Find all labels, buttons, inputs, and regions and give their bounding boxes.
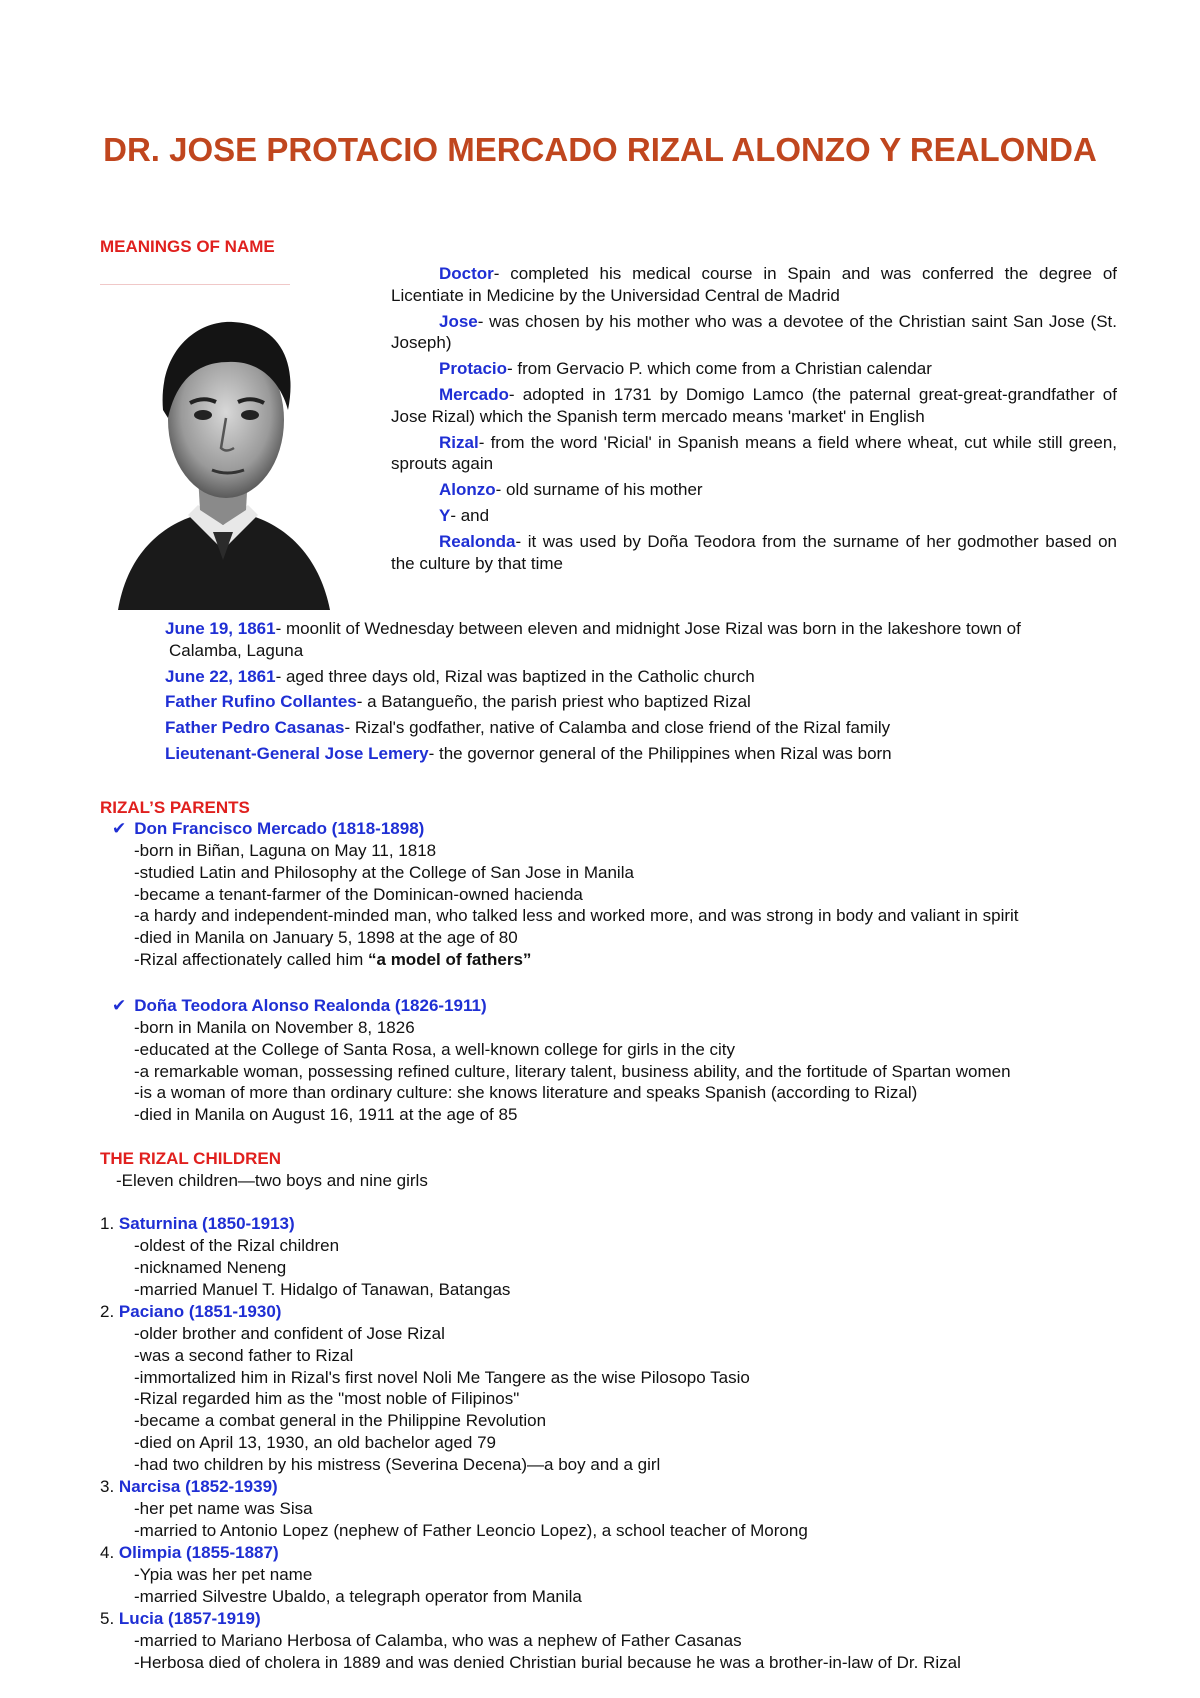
- detail-line: -a hardy and independent-minded man, who talked less and worked more, and was strong in body and valiant in spirit: [134, 906, 1019, 926]
- birth-facts: [165, 618, 1125, 769]
- detail-line: -became a tenant-farmer of the Dominican-owned hacienda: [134, 884, 583, 904]
- fact-continuation: Calamba, Laguna: [169, 640, 304, 660]
- child-name: Lucia (1857-1919): [118, 1609, 261, 1628]
- meanings-heading: MEANINGS OF NAME: [100, 237, 275, 256]
- father-name-text: Don Francisco Mercado (1818-1898): [134, 819, 425, 838]
- meaning-term: Doctor: [439, 264, 494, 283]
- meaning-term: Alonzo: [439, 480, 496, 500]
- meaning-text: - and: [450, 505, 490, 525]
- child-entry: [100, 1542, 279, 1564]
- child-details: [134, 1498, 808, 1542]
- detail-line: -oldest of the Rizal children: [134, 1236, 340, 1255]
- children-intro: -Eleven children—two boys and nine girls: [116, 1171, 428, 1190]
- detail-line: -born in Manila on November 8, 1826: [134, 1018, 415, 1037]
- children-heading: THE RIZAL CHILDREN: [100, 1149, 282, 1168]
- detail-quote: “a model of fathers”: [368, 949, 532, 969]
- meaning-text: - old surname of his mother: [495, 480, 703, 500]
- rizal-portrait: [108, 300, 338, 610]
- meaning-text: - it was used by Doña Teodora from the surname of her godmother based on the culture by that time: [391, 531, 1117, 573]
- meaning-term: Rizal: [439, 432, 479, 452]
- detail-line: -immortalized him in Rizal's first novel Noli Me Tangere as the wise Pilosopo Tasio: [134, 1367, 750, 1387]
- meaning-text: - from the word 'Ricial' in Spanish means a field where wheat, cut while still green, sprouts again: [391, 432, 1117, 474]
- mother-details: [134, 1017, 1011, 1126]
- child-entry: [100, 1476, 278, 1498]
- fact-item: [165, 717, 1125, 739]
- meaning-text: - from Gervacio P. which come from a Christian calendar: [507, 359, 932, 379]
- detail-line: -Rizal regarded him as the "most noble of Filipinos": [134, 1389, 520, 1409]
- detail-line: -married Silvestre Ubaldo, a telegraph operator from Manila: [134, 1586, 582, 1606]
- meaning-item: [391, 384, 1117, 428]
- child-details: [134, 1323, 750, 1476]
- meaning-item: [391, 311, 1117, 355]
- meaning-text: - was chosen by his mother who was a devotee of the Christian saint San Jose (St. Joseph): [391, 311, 1117, 353]
- detail-line: -married to Antonio Lopez (nephew of Father Leoncio Lopez), a school teacher of Morong: [134, 1520, 808, 1540]
- detail-line: -a remarkable woman, possessing refined culture, literary talent, business ability, and the fortitude of Spartan women: [134, 1061, 1011, 1081]
- meaning-term: Jose: [439, 311, 478, 331]
- detail-line: -educated at the College of Santa Rosa, a well-known college for girls in the city: [134, 1039, 735, 1059]
- father-details: [134, 840, 1019, 971]
- fact-term: June 22, 1861: [165, 666, 276, 686]
- detail-line: -studied Latin and Philosophy at the College of San Jose in Manila: [134, 862, 634, 882]
- fact-item: [165, 666, 1125, 688]
- detail-line: -was a second father to Rizal: [134, 1345, 354, 1365]
- child-details: [134, 1630, 961, 1674]
- detail-line: -Herbosa died of cholera in 1889 and was denied Christian burial because he was a brother-in-law of Dr. Rizal: [134, 1652, 961, 1672]
- fact-term: Father Pedro Casanas: [165, 718, 345, 738]
- child-details: [134, 1235, 510, 1300]
- child-name: Saturnina (1850-1913): [118, 1214, 295, 1233]
- detail-line: -became a combat general in the Philippine Revolution: [134, 1411, 547, 1431]
- fact-text: - the governor general of the Philippines when Rizal was born: [428, 743, 892, 763]
- child-name: Narcisa (1852-1939): [118, 1477, 278, 1496]
- detail-line: -older brother and confident of Jose Rizal: [134, 1324, 445, 1343]
- meaning-text: - completed his medical course in Spain and was conferred the degree of Licentiate in Medicine by the Universidad Central de Madrid: [391, 264, 1117, 305]
- fact-text: - aged three days old, Rizal was baptized in the Catholic church: [275, 666, 755, 686]
- fact-text: - Rizal's godfather, native of Calamba and close friend of the Rizal family: [344, 718, 891, 738]
- child-name: Paciano (1851-1930): [118, 1302, 282, 1321]
- detail-line: -had two children by his mistress (Severina Decena)—a boy and a girl: [134, 1454, 661, 1474]
- meaning-item: [391, 432, 1117, 476]
- name-meanings: [391, 263, 1117, 574]
- child-number: 4.: [100, 1543, 115, 1562]
- fact-item: [165, 691, 1125, 713]
- detail-prefix: -Rizal affectionately called him: [134, 949, 369, 969]
- meaning-term: Protacio: [439, 359, 508, 379]
- meaning-term: Mercado: [439, 384, 509, 404]
- fact-item: [165, 743, 1125, 765]
- check-icon: ✔: [112, 996, 127, 1015]
- detail-line: -Ypia was her pet name: [134, 1565, 313, 1584]
- fact-term: June 19, 1861: [165, 619, 276, 638]
- detail-line: -died in Manila on January 5, 1898 at the age of 80: [134, 928, 518, 948]
- father-name: [112, 818, 424, 840]
- detail-line: [134, 949, 1019, 971]
- meaning-item: [391, 263, 1117, 307]
- meaning-item: [391, 358, 1117, 380]
- meaning-term: Y: [439, 505, 451, 525]
- fact-item: [165, 618, 1125, 662]
- child-entry: [100, 1213, 295, 1235]
- meaning-text: - adopted in 1731 by Domigo Lamco (the paternal great-great-grandfather of Jose Rizal) which the Spanish term mercado means 'market' in English: [391, 384, 1117, 426]
- detail-line: -is a woman of more than ordinary culture: she knows literature and speaks Spanish (according to Rizal): [134, 1083, 918, 1103]
- page-title: DR. JOSE PROTACIO MERCADO RIZAL ALONZO Y REALONDA: [103, 131, 1097, 168]
- detail-line: -died in Manila on August 16, 1911 at the age of 85: [134, 1105, 518, 1125]
- meaning-item: [391, 479, 1117, 501]
- fact-term: Father Rufino Collantes: [165, 692, 357, 712]
- detail-line: -married to Mariano Herbosa of Calamba, who was a nephew of Father Casanas: [134, 1631, 742, 1650]
- detail-line: -her pet name was Sisa: [134, 1499, 313, 1518]
- check-icon: ✔: [112, 819, 127, 838]
- child-number: 3.: [100, 1477, 115, 1496]
- detail-line: -nicknamed Neneng: [134, 1257, 287, 1277]
- detail-line: -married Manuel T. Hidalgo of Tanawan, Batangas: [134, 1279, 511, 1299]
- meaning-term: Realonda: [439, 531, 516, 551]
- child-entry: [100, 1301, 281, 1323]
- child-name: Olimpia (1855-1887): [118, 1543, 279, 1562]
- parents-heading: RIZAL’S PARENTS: [100, 798, 250, 817]
- decor-rule: [100, 284, 290, 285]
- mother-name-text: Doña Teodora Alonso Realonda (1826-1911): [134, 996, 487, 1015]
- meaning-item: [391, 531, 1117, 575]
- fact-text: - a Batangueño, the parish priest who baptized Rizal: [356, 692, 751, 712]
- detail-line: -died on April 13, 1930, an old bachelor aged 79: [134, 1432, 496, 1452]
- fact-term: Lieutenant-General Jose Lemery: [165, 743, 429, 763]
- child-details: [134, 1564, 582, 1608]
- child-number: 2.: [100, 1302, 115, 1321]
- fact-text: - moonlit of Wednesday between eleven and midnight Jose Rizal was born in the lakeshore town of: [275, 619, 1021, 638]
- mother-name: [112, 995, 487, 1017]
- child-number: 5.: [100, 1609, 115, 1628]
- child-number: 1.: [100, 1214, 115, 1233]
- meaning-item: [391, 505, 1117, 527]
- child-entry: [100, 1608, 261, 1630]
- detail-line: -born in Biñan, Laguna on May 11, 1818: [134, 841, 437, 860]
